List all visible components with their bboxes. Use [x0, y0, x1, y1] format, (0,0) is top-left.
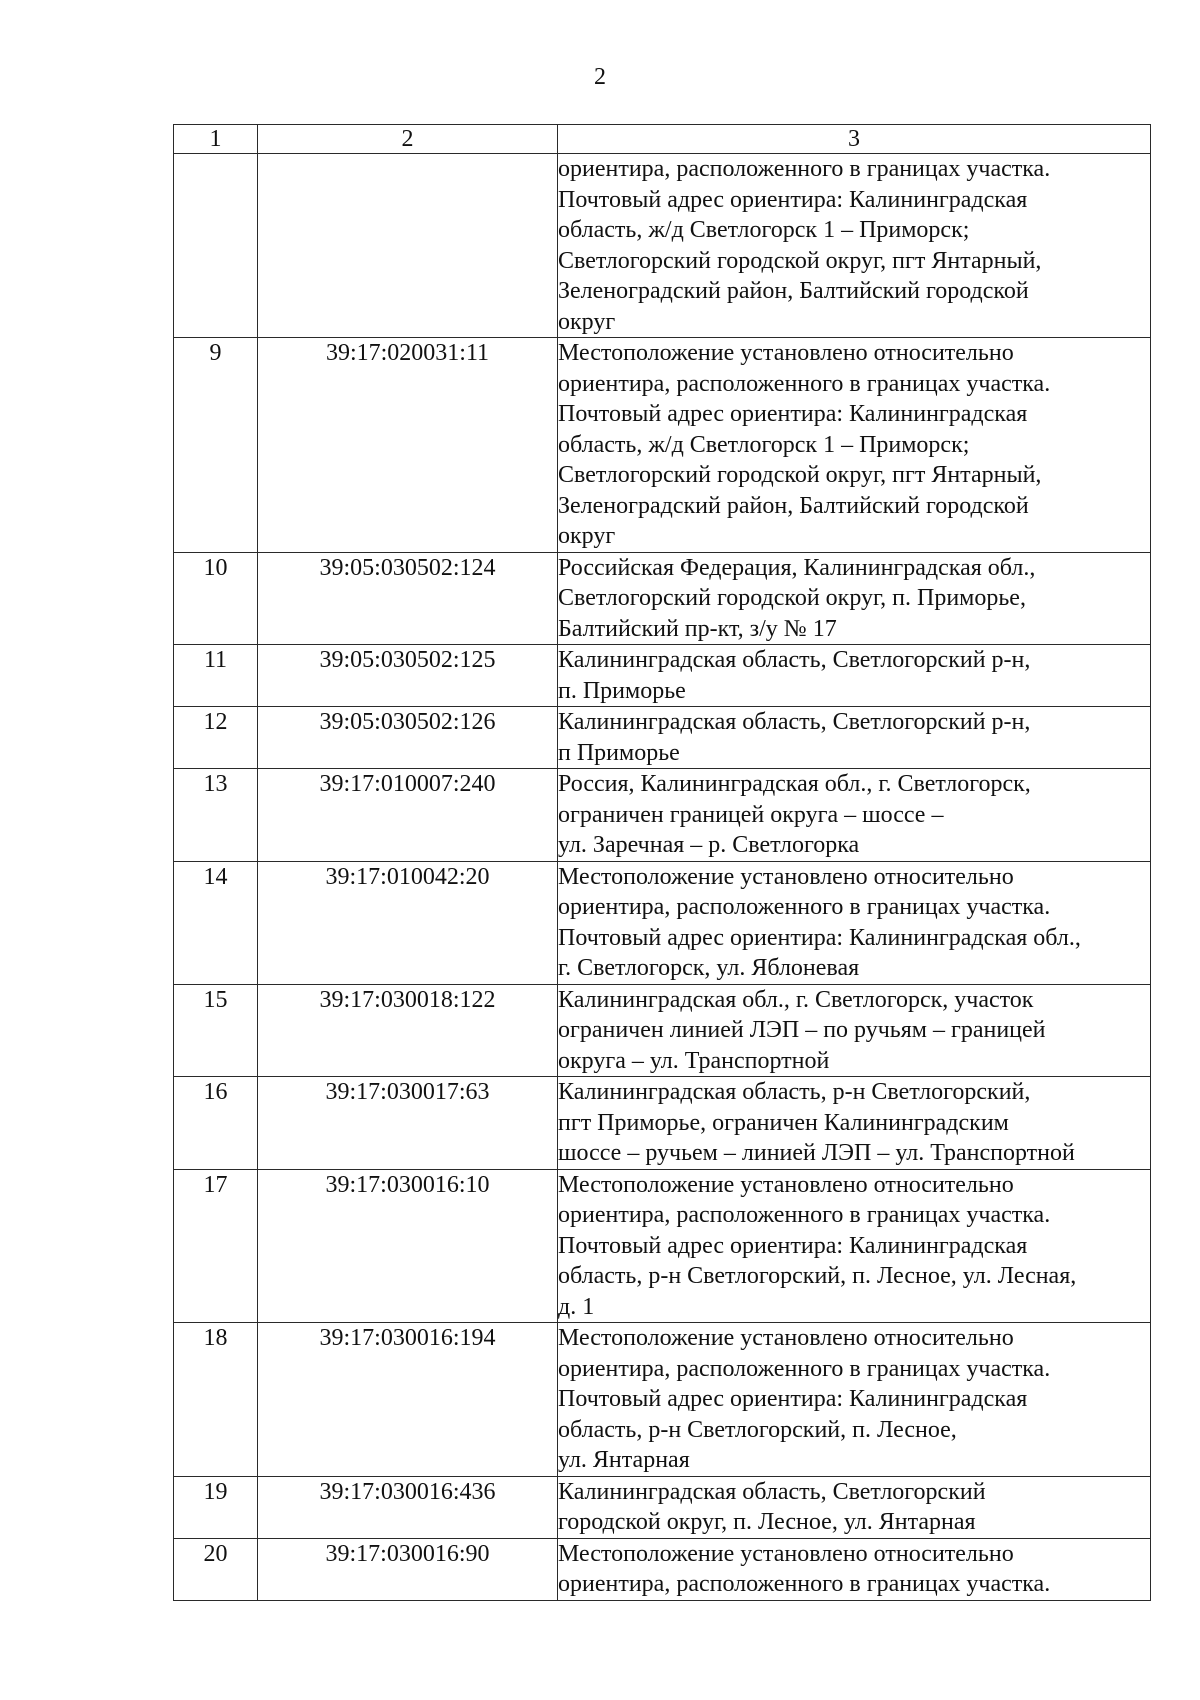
table-header-row — [174, 125, 1151, 154]
table-row — [174, 1476, 1151, 1538]
address-cell — [558, 861, 1151, 984]
cadastral-number-cell: 39:05:030502:126 — [258, 707, 558, 769]
address-line: Российская Федерация, Калининградская обл., — [558, 554, 1036, 581]
cadastral-number-cell: 39:17:010042:20 — [258, 861, 558, 984]
address-cell — [558, 154, 1151, 338]
address-cell — [558, 1323, 1151, 1477]
row-number-cell: 18 — [174, 1323, 258, 1477]
address-line: Почтовый адрес ориентира: Калининградская обл., — [558, 924, 1081, 951]
address-line: пгт Приморье, ограничен Калининградским — [558, 1109, 1009, 1136]
address-line: область, р-н Светлогорский, п. Лесное, — [558, 1416, 957, 1443]
cadastral-number-cell: 39:17:030016:436 — [258, 1476, 558, 1538]
address-line: ориентира, расположенного в границах участка. — [558, 370, 1051, 397]
row-number-cell: 13 — [174, 769, 258, 862]
cadastral-number-cell: 39:17:020031:11 — [258, 338, 558, 553]
address-line: ориентира, расположенного в границах участка. — [558, 1202, 1051, 1228]
address-line: Почтовый адрес ориентира: Калининградская — [558, 186, 1028, 213]
cadastral-number-cell: 39:17:030016:90 — [258, 1538, 558, 1600]
cadastral-number-cell: 39:05:030502:124 — [258, 552, 558, 645]
address-cell — [558, 552, 1151, 645]
address-line: Калининградская область, Светлогорский р-н, — [558, 709, 1031, 735]
address-cell — [558, 984, 1151, 1077]
address-line: ул. Янтарная — [558, 1447, 690, 1473]
cadastral-number-cell: 39:05:030502:125 — [258, 645, 558, 707]
address-line: Калининградская область, Светлогорский — [558, 1478, 986, 1505]
land-plots-table — [173, 124, 1151, 1601]
page-number: 2 — [594, 64, 606, 90]
table-row — [174, 552, 1151, 645]
cadastral-number-cell: 39:17:030018:122 — [258, 984, 558, 1077]
address-line: область, р-н Светлогорский, п. Лесное, ул. Лесная, — [558, 1263, 1077, 1289]
address-line: Россия, Калининградская обл., г. Светлогорск, — [558, 771, 1031, 797]
address-line: п Приморье — [558, 739, 680, 766]
table-body — [174, 154, 1151, 1601]
address-line: Светлогорский городской округ, п. Приморье, — [558, 585, 1026, 611]
address-line: Местоположение установлено относительно — [558, 1171, 1014, 1198]
table-row — [174, 338, 1151, 553]
row-number-cell: 10 — [174, 552, 258, 645]
address-line: ориентира, расположенного в границах участка. — [558, 1355, 1051, 1382]
cadastral-number-cell: 39:17:030017:63 — [258, 1077, 558, 1170]
row-number-cell: 16 — [174, 1077, 258, 1170]
address-line: ул. Заречная – р. Светлогорка — [558, 832, 860, 858]
address-cell — [558, 1538, 1151, 1600]
table-row — [174, 645, 1151, 707]
row-number-cell: 11 — [174, 645, 258, 707]
cadastral-number-cell: 39:17:030016:10 — [258, 1169, 558, 1323]
address-line: Почтовый адрес ориентира: Калининградская — [558, 1386, 1028, 1412]
address-line: ограничен линией ЛЭП – по ручьям – границей — [558, 1017, 1046, 1043]
address-line: городской округ, п. Лесное, ул. Янтарная — [558, 1509, 976, 1535]
address-line: ориентира, расположенного в границах участка. — [558, 1571, 1051, 1597]
column-header-1: 1 — [174, 125, 258, 154]
address-cell — [558, 1476, 1151, 1538]
address-line: Местоположение установлено относительно — [558, 863, 1014, 890]
address-line: шоссе – ручьем – линией ЛЭП – ул. Транспортной — [558, 1140, 1075, 1166]
address-line: Зеленоградский район, Балтийский городской — [558, 492, 1029, 519]
table-row — [174, 769, 1151, 862]
row-number-cell: 17 — [174, 1169, 258, 1323]
table-row — [174, 1169, 1151, 1323]
address-line: ограничен границей округа – шоссе – — [558, 801, 944, 828]
table-row — [174, 861, 1151, 984]
column-header-3: 3 — [558, 125, 1151, 154]
address-line: Местоположение установлено относительно — [558, 1325, 1014, 1351]
address-line: Калининградская область, Светлогорский р-н, — [558, 647, 1031, 673]
row-number-cell: 20 — [174, 1538, 258, 1600]
address-line: Калининградская обл., г. Светлогорск, участок — [558, 986, 1034, 1013]
row-number-cell: 19 — [174, 1476, 258, 1538]
table-row — [174, 154, 1151, 338]
address-cell — [558, 338, 1151, 553]
address-cell — [558, 707, 1151, 769]
address-line: г. Светлогорск, ул. Яблоневая — [558, 955, 860, 981]
address-line: округ — [558, 308, 616, 335]
address-line: область, ж/д Светлогорск 1 – Приморск; — [558, 217, 970, 243]
column-header-2: 2 — [258, 125, 558, 154]
table-row — [174, 1323, 1151, 1477]
table-row — [174, 707, 1151, 769]
address-line: д. 1 — [558, 1293, 595, 1320]
address-line: п. Приморье — [558, 677, 686, 704]
address-cell — [558, 1169, 1151, 1323]
row-number-cell: 15 — [174, 984, 258, 1077]
address-line: ориентира, расположенного в границах участка. — [558, 894, 1051, 920]
cadastral-number-cell: 39:17:030016:194 — [258, 1323, 558, 1477]
address-line: Светлогорский городской округ, пгт Янтарный, — [558, 462, 1042, 488]
address-cell — [558, 1077, 1151, 1170]
address-line: Светлогорский городской округ, пгт Янтарный, — [558, 247, 1042, 274]
row-number-cell: 14 — [174, 861, 258, 984]
address-line: Местоположение установлено относительно — [558, 1540, 1014, 1567]
address-cell — [558, 645, 1151, 707]
address-line: округа – ул. Транспортной — [558, 1047, 830, 1074]
address-line: ориентира, расположенного в границах участка. — [558, 156, 1051, 182]
address-line: Почтовый адрес ориентира: Калининградская — [558, 401, 1028, 427]
address-line: Местоположение установлено относительно — [558, 340, 1014, 366]
table-row — [174, 1077, 1151, 1170]
row-number-cell: 12 — [174, 707, 258, 769]
table-row — [174, 984, 1151, 1077]
cadastral-number-cell — [258, 154, 558, 338]
address-line: Калининградская область, р-н Светлогорский, — [558, 1079, 1031, 1105]
row-number-cell — [174, 154, 258, 338]
address-line: Почтовый адрес ориентира: Калининградская — [558, 1232, 1028, 1259]
address-line: Балтийский пр-кт, з/у № 17 — [558, 615, 837, 642]
address-cell — [558, 769, 1151, 862]
address-line: округ — [558, 523, 616, 549]
row-number-cell: 9 — [174, 338, 258, 553]
address-line: область, ж/д Светлогорск 1 – Приморск; — [558, 431, 970, 458]
address-line: Зеленоградский район, Балтийский городской — [558, 278, 1029, 304]
table-row — [174, 1538, 1151, 1600]
cadastral-number-cell: 39:17:010007:240 — [258, 769, 558, 862]
